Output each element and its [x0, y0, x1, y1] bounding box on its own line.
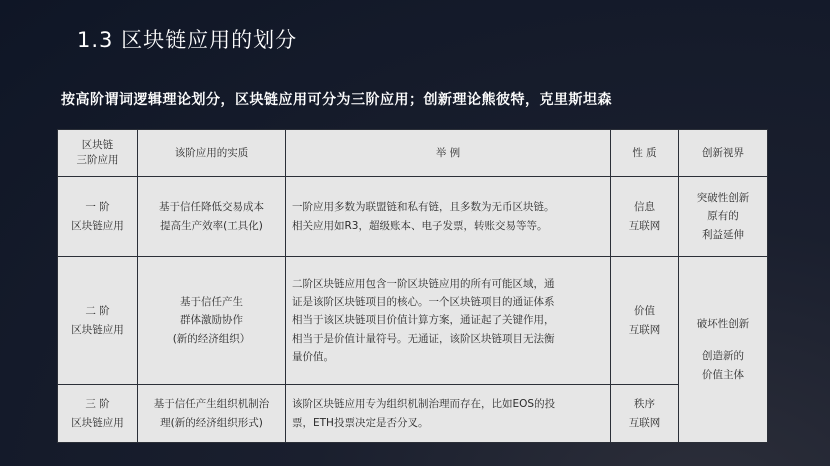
- table-header-row: [58, 130, 768, 177]
- vision-line: 原有的: [707, 210, 739, 223]
- essence-line: (新的经济组织）: [172, 332, 251, 345]
- example-cell: [286, 257, 611, 385]
- vision-line: 突破性创新: [696, 191, 750, 204]
- classification-table: [57, 129, 768, 443]
- table-row: [58, 385, 768, 443]
- header-vision: 创新视界: [679, 130, 768, 177]
- example-cell: [286, 385, 611, 443]
- essence-line: 理(新的经济组织形式): [160, 416, 263, 429]
- nature-line: 互联网: [628, 219, 661, 232]
- vision-line: 利益延伸: [702, 228, 744, 241]
- essence-line: 基于信任降低交易成本: [159, 201, 264, 214]
- slide-subtitle: 按高阶谓词逻辑理论划分，区块链应用可分为三阶应用；创新理论熊彼特，克里斯坦森: [61, 92, 612, 108]
- stage-cell: [58, 177, 138, 257]
- essence-cell: [138, 257, 286, 385]
- essence-line: 群体激励协作: [180, 314, 243, 327]
- essence-line: 提高生产效率(工具化): [160, 219, 263, 232]
- slide-title: 1.3 区块链应用的划分: [77, 28, 298, 52]
- vision-spacer: [685, 333, 761, 347]
- table-row: [58, 257, 768, 385]
- vision-cell: [679, 177, 768, 257]
- header-example: 举 例: [286, 130, 611, 177]
- example-line: 相当于是价值计量符号。无通证，该阶区块链项目无法衡: [292, 332, 555, 345]
- header-stage: [58, 130, 138, 177]
- stage-line: 区块链应用: [71, 323, 124, 336]
- example-cell: [286, 177, 611, 257]
- stage-line: 一 阶: [85, 201, 110, 214]
- vision-line: 创造新的: [702, 350, 744, 363]
- essence-line: 基于信任产生组织机制治: [153, 398, 270, 411]
- example-line: 证是该阶区块链项目的核心。一个区块链项目的通证体系: [292, 295, 555, 308]
- vision-line: 破坏性创新: [696, 317, 750, 330]
- stage-cell: [58, 257, 138, 385]
- example-line: 相当于该区块链项目价值计算方案，通证起了关键作用，: [292, 314, 555, 327]
- stage-line: 三 阶: [85, 398, 110, 411]
- nature-cell: [611, 257, 679, 385]
- header-essence: 该阶应用的实质: [138, 130, 286, 177]
- example-line: 二阶区块链应用包含一阶区块链应用的所有可能区域，通: [292, 277, 555, 290]
- nature-line: 互联网: [628, 416, 661, 429]
- essence-cell: [138, 385, 286, 443]
- example-line: 相关应用如R3，超级账本、电子发票，转账交易等等。: [292, 219, 548, 232]
- vision-cell: [679, 257, 768, 443]
- essence-cell: [138, 177, 286, 257]
- nature-line: 互联网: [628, 323, 661, 336]
- nature-line: 秩序: [634, 398, 655, 411]
- stage-line: 区块链应用: [71, 416, 124, 429]
- stage-line: 二 阶: [85, 305, 110, 318]
- example-line: 量价值。: [292, 351, 334, 364]
- nature-cell: [611, 177, 679, 257]
- nature-line: 价值: [634, 305, 655, 318]
- nature-line: 信息: [634, 201, 655, 214]
- header-nature: 性 质: [611, 130, 679, 177]
- vision-line: 价值主体: [702, 368, 744, 381]
- header-stage-line: 三阶应用: [76, 154, 119, 166]
- example-line: 一阶应用多数为联盟链和私有链，且多数为无币区块链。: [292, 201, 555, 214]
- nature-cell: [611, 385, 679, 443]
- essence-line: 基于信任产生: [180, 295, 243, 308]
- example-line: 该阶区块链应用专为组织机制治理而存在，比如EOS的投: [292, 398, 556, 411]
- table-row: [58, 177, 768, 257]
- example-line: 票，ETH投票决定是否分叉。: [292, 416, 429, 429]
- stage-line: 区块链应用: [71, 219, 124, 232]
- stage-cell: [58, 385, 138, 443]
- header-stage-line: 区块链: [81, 139, 114, 152]
